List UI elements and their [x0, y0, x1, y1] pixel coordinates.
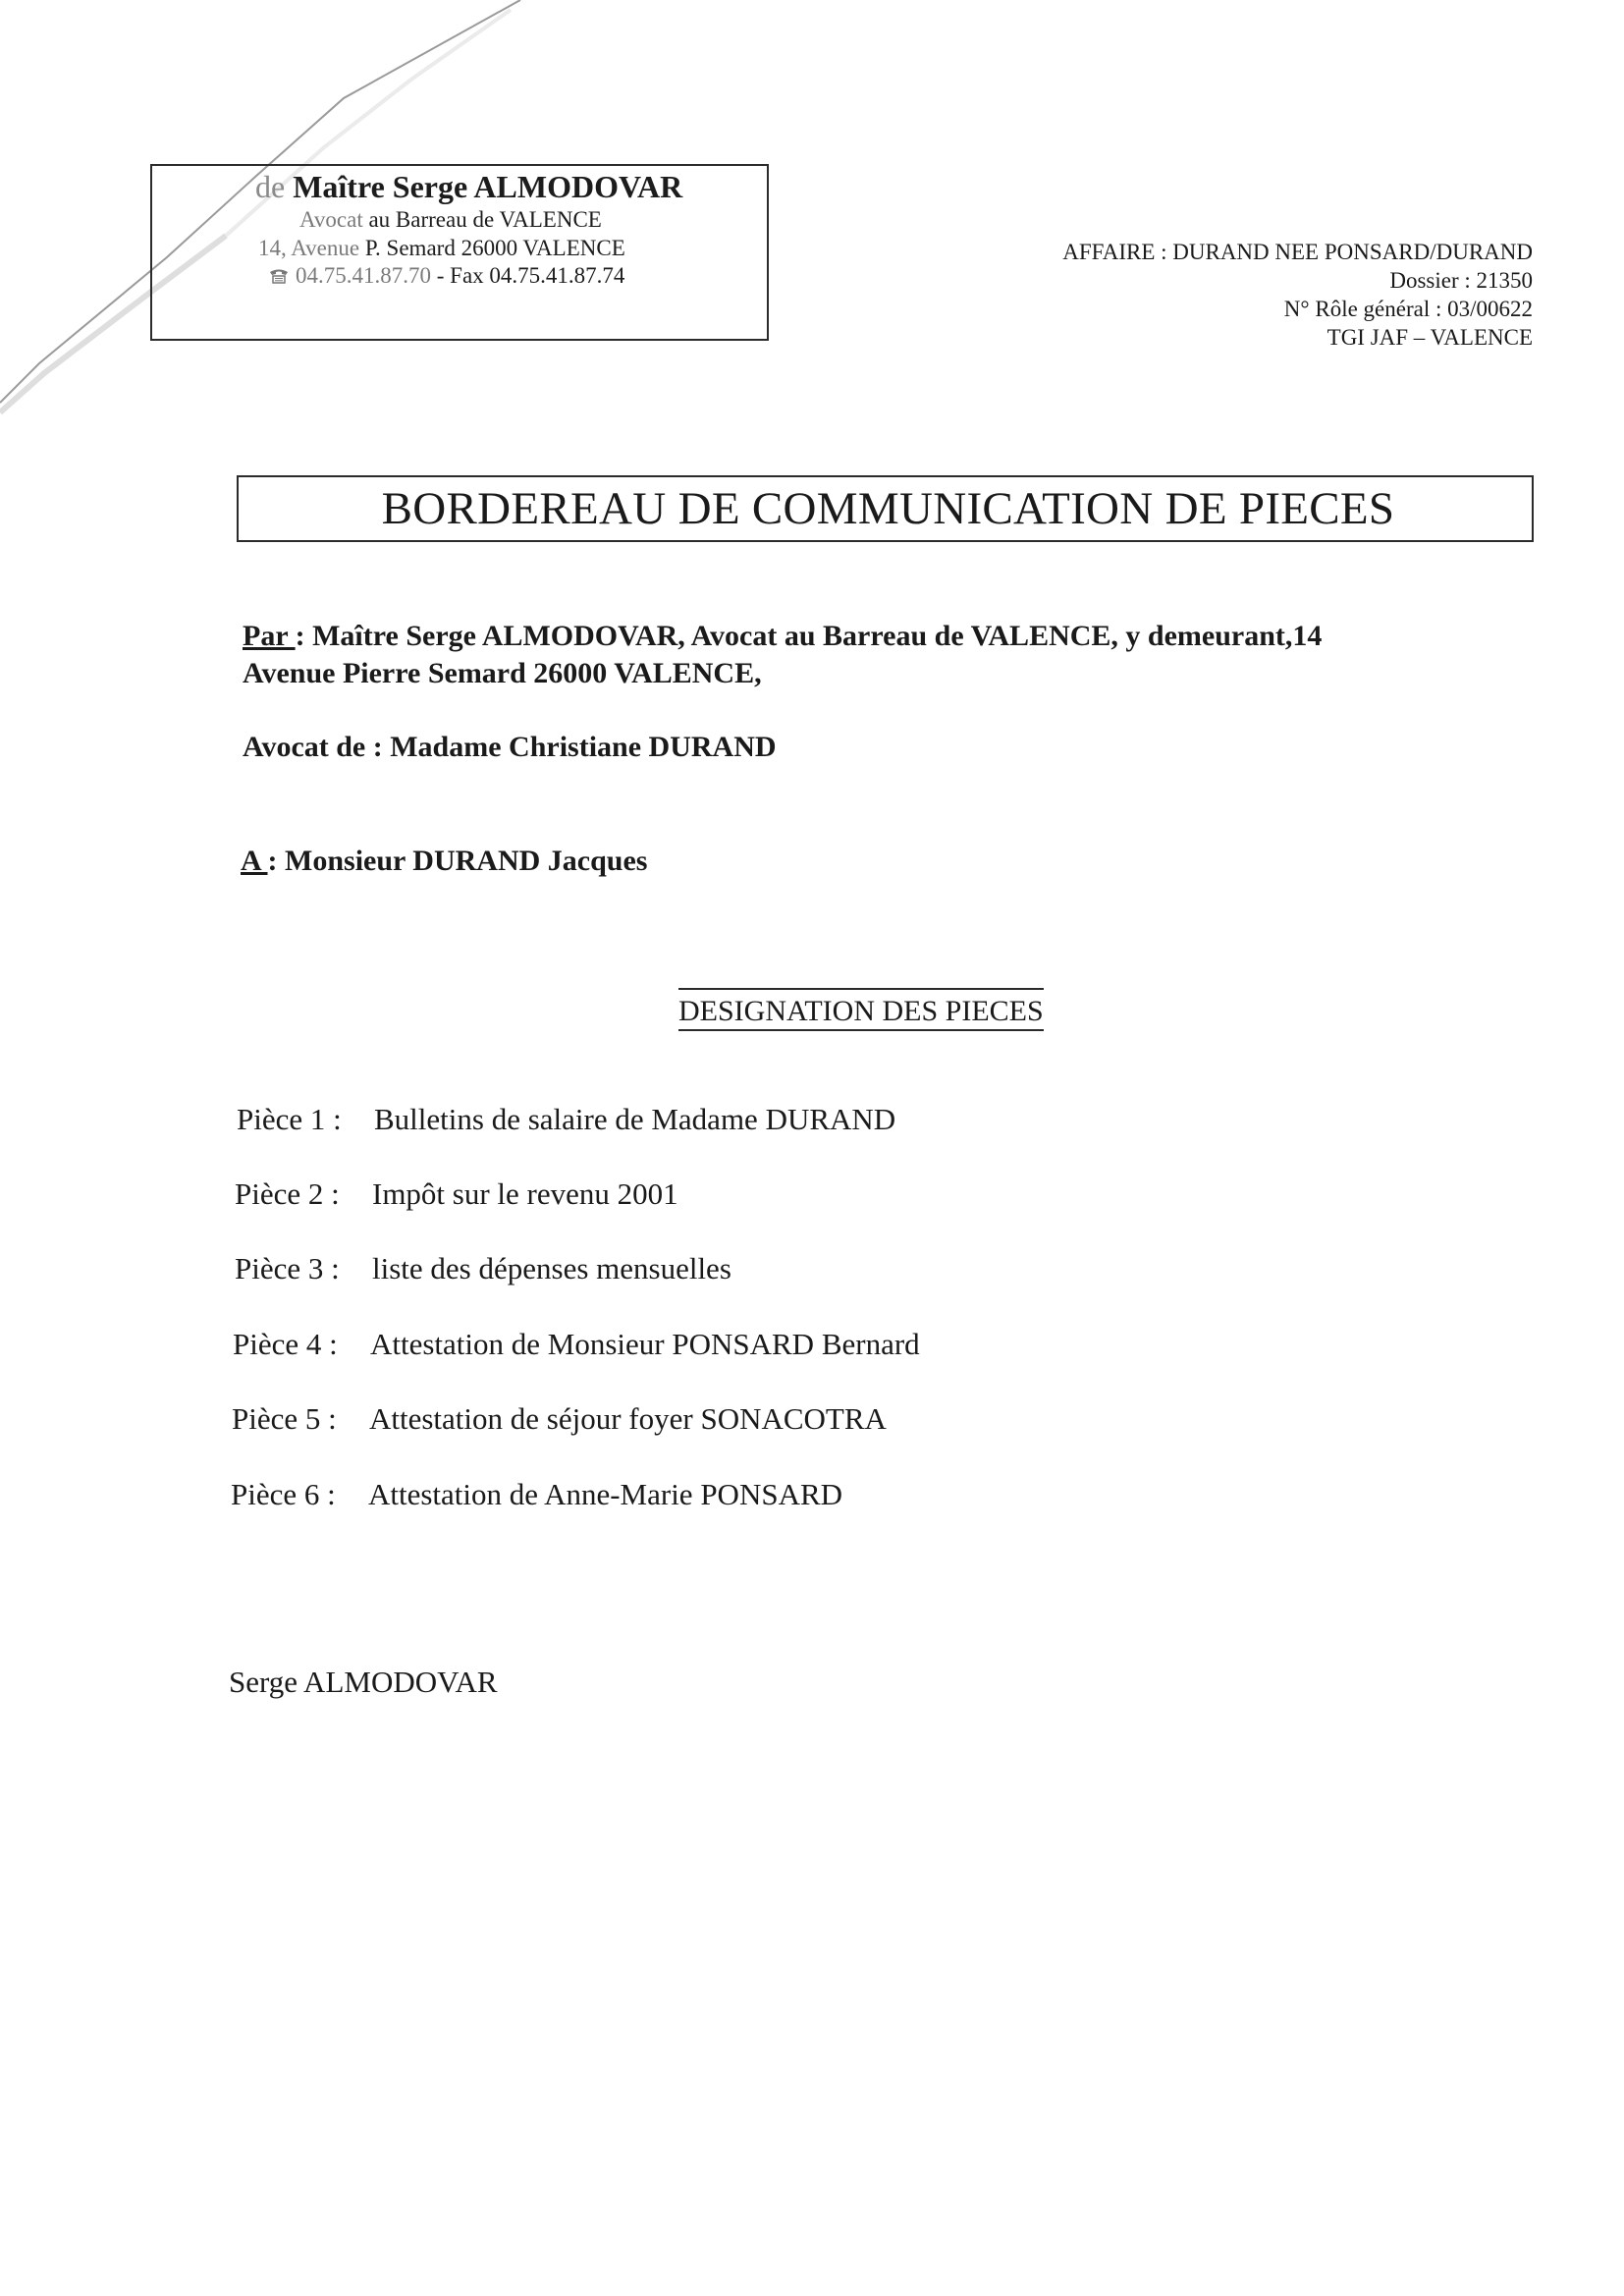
telephone-icon: [268, 268, 290, 284]
piece-item: [235, 1251, 731, 1286]
case-reference: [1062, 238, 1533, 352]
letterhead-title-prefix: de: [255, 169, 286, 204]
case-affaire: AFFAIRE : DURAND NEE PONSARD/DURAND: [1062, 240, 1533, 264]
destinataire-label: A: [241, 845, 268, 877]
letterhead-address-rest: P. Semard 26000 VALENCE: [364, 236, 625, 260]
par-text-1: Maître Serge ALMODOVAR, Avocat au Barreau de VALENCE, y demeurant,14: [312, 620, 1323, 652]
letterhead-bar: [299, 207, 602, 233]
piece-label: Impôt sur le revenu 2001: [372, 1176, 678, 1211]
par-colon: :: [295, 620, 313, 652]
signature: Serge ALMODOVAR: [229, 1665, 498, 1699]
piece-number: Pièce 2 :: [235, 1176, 340, 1211]
par-block: [243, 618, 1322, 692]
case-role: N° Rôle général : 03/00622: [1283, 297, 1533, 321]
piece-number: Pièce 6 :: [231, 1477, 336, 1511]
piece-label: Bulletins de salaire de Madame DURAND: [374, 1102, 896, 1136]
letterhead-stamp: [150, 164, 769, 341]
piece-number: Pièce 3 :: [235, 1251, 340, 1285]
piece-item: [237, 1102, 895, 1137]
piece-label: liste des dépenses mensuelles: [372, 1251, 731, 1285]
par-label: Par: [243, 620, 296, 652]
letterhead-address: [258, 236, 625, 261]
piece-item: [235, 1176, 678, 1212]
destinataire: [241, 843, 647, 880]
piece-label: Attestation de Monsieur PONSARD Bernard: [370, 1327, 920, 1361]
piece-item: [231, 1477, 842, 1512]
piece-number: Pièce 1 :: [237, 1102, 342, 1136]
letterhead-phone: 04.75.41.87.70: [296, 263, 431, 288]
case-dossier: Dossier : 21350: [1389, 268, 1533, 293]
document-title: BORDEREAU DE COMMUNICATION DE PIECES: [381, 483, 1395, 534]
letterhead-bar-rest: au Barreau de VALENCE: [368, 207, 602, 232]
letterhead-fax: - Fax 04.75.41.87.74: [436, 263, 625, 288]
avocat-de: Avocat de : Madame Christiane DURAND: [243, 731, 777, 763]
piece-item: [233, 1327, 920, 1362]
piece-label: Attestation de Anne-Marie PONSARD: [368, 1477, 843, 1511]
piece-label: Attestation de séjour foyer SONACOTRA: [369, 1401, 887, 1436]
case-tribunal: TGI JAF – VALENCE: [1326, 325, 1533, 350]
par-line-2: Avenue Pierre Semard 26000 VALENCE,: [243, 657, 762, 689]
letterhead-phone-fax: [268, 263, 624, 289]
document-title-box: [237, 475, 1534, 542]
designation-heading: DESIGNATION DES PIECES: [678, 988, 1044, 1031]
letterhead-address-prefix: 14, Avenue: [258, 236, 360, 260]
letterhead-bar-prefix: Avocat: [299, 207, 363, 232]
letterhead-name: Maître Serge ALMODOVAR: [293, 169, 683, 204]
destinataire-name: Monsieur DURAND Jacques: [285, 845, 648, 877]
par-line-1: [243, 618, 1322, 655]
piece-number: Pièce 4 :: [233, 1327, 338, 1361]
destinataire-colon: :: [267, 845, 286, 877]
piece-number: Pièce 5 :: [232, 1401, 337, 1436]
piece-item: [232, 1401, 887, 1437]
letterhead-title: [255, 169, 682, 205]
